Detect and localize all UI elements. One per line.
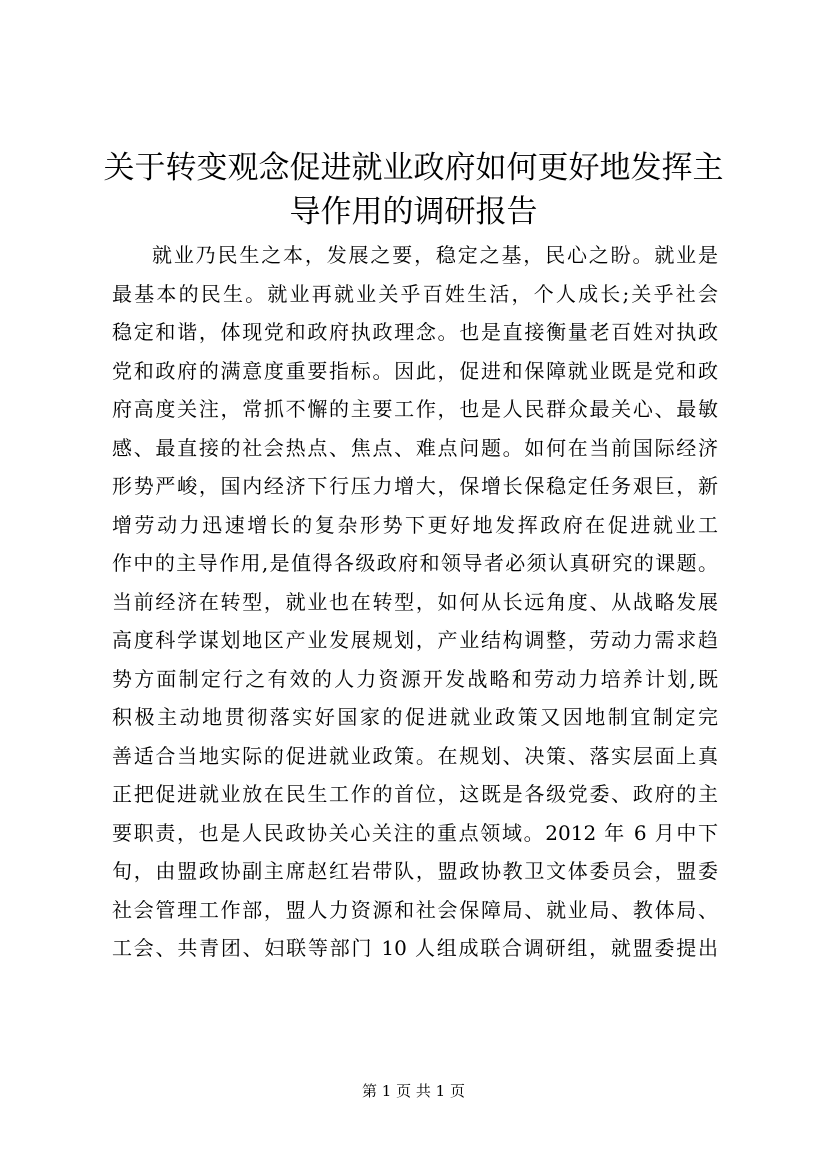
body-line: 党和政府的满意度重要指标。因此，促进和保障就业既是党和政 — [112, 358, 718, 383]
body-line: 社会管理工作部，盟人力资源和社会保障局、就业局、教体局、 — [112, 897, 718, 922]
title-line-2: 导作用的调研报告 — [289, 194, 538, 230]
body-line: 积极主动地贯彻落实好国家的促进就业政策又因地制宜制定完 — [112, 705, 718, 729]
body-line: 旬，由盟政协副主席赵红岩带队，盟政协教卫文体委员会，盟委 — [112, 859, 718, 883]
body-line: 当前经济在转型，就业也在转型，如何从长远角度、从战略发展 — [112, 589, 718, 614]
body-line: 势方面制定行之有效的人力资源开发战略和劳动力培养计划,既 — [112, 666, 718, 691]
body-line: 善适合当地实际的促进就业政策。在规划、决策、落实层面上真 — [112, 743, 718, 768]
body-line: 感、最直接的社会热点、焦点、难点问题。如何在当前国际经济 — [112, 435, 718, 460]
body-line: 增劳动力迅速增长的复杂形势下更好地发挥政府在促进就业工 — [112, 512, 718, 537]
body-line: 正把促进就业放在民生工作的首位，这既是各级党委、政府的主 — [112, 782, 718, 806]
body-line: 府高度关注，常抓不懈的主要工作，也是人民群众最关心、最敏 — [112, 397, 718, 421]
document-title — [100, 146, 727, 234]
body-line: 作中的主导作用,是值得各级政府和领导者必须认真研究的课题。 — [112, 551, 718, 575]
page-footer: 第 1 页 共 1 页 — [362, 1082, 465, 1100]
body-line: 形势严峻，国内经济下行压力增大，保增长保稳定任务艰巨，新 — [112, 474, 718, 498]
body-line: 就业乃民生之本，发展之要，稳定之基，民心之盼。就业是 — [152, 243, 718, 267]
body-line: 要职责，也是人民政协关心关注的重点领域。2012 年 6 月中下 — [112, 820, 718, 845]
body-line: 工会、共青团、妇联等部门 10 人组成联合调研组，就盟委提出 — [112, 936, 718, 960]
body-line: 高度科学谋划地区产业发展规划，产业结构调整，劳动力需求趋 — [112, 628, 718, 652]
body-paragraph — [112, 236, 718, 968]
title-line-1: 关于转变观念促进就业政府如何更好地发挥主 — [103, 150, 724, 186]
body-line: 最基本的民生。就业再就业关乎百姓生活，个人成长;关乎社会 — [112, 281, 718, 306]
body-line: 稳定和谐，体现党和政府执政理念。也是直接衡量老百姓对执政 — [112, 320, 718, 344]
